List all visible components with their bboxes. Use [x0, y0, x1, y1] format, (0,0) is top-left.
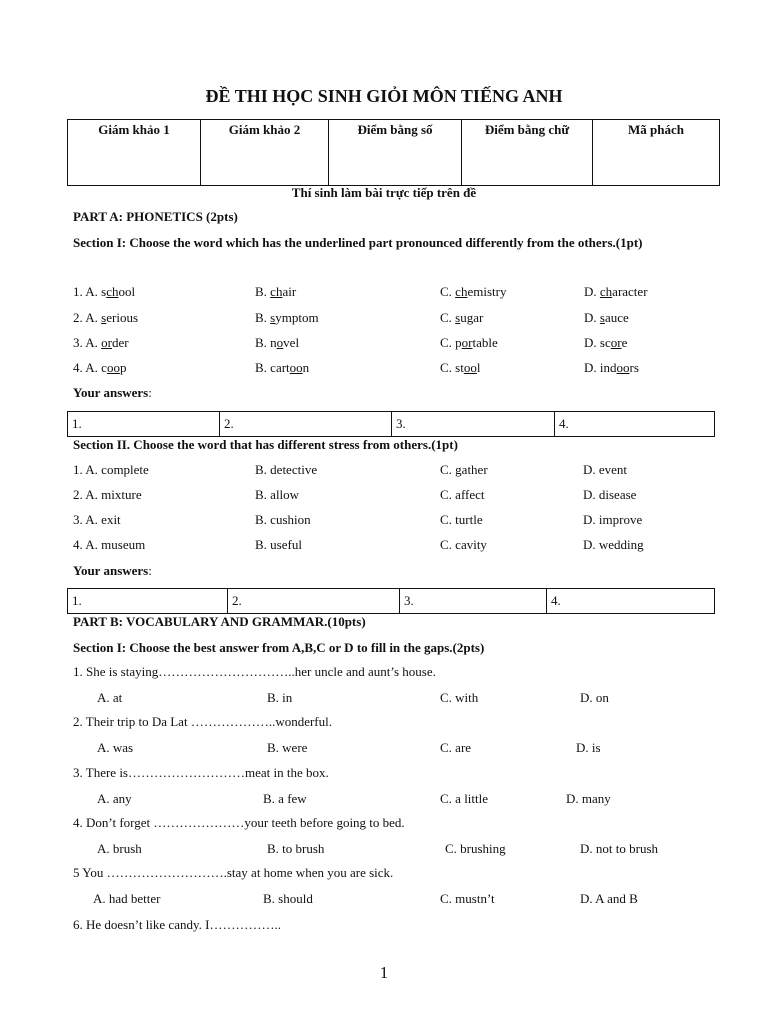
answer-cell[interactable]: 4.: [555, 412, 715, 437]
answer-option[interactable]: A. had better: [93, 891, 161, 906]
answer-option[interactable]: A. brush: [97, 841, 142, 856]
stress-option[interactable]: 4. A. museum: [73, 537, 146, 552]
phonetics-option[interactable]: D. indoors: [584, 360, 639, 375]
grade-cell-examiner-2[interactable]: Giám khảo 2: [201, 120, 329, 186]
stress-option[interactable]: B. useful: [255, 537, 302, 552]
answer-option[interactable]: C. mustn’t: [440, 891, 495, 906]
phonetics-option[interactable]: B. novel: [255, 335, 300, 350]
answer-option[interactable]: D. is: [576, 740, 601, 755]
answer-cell[interactable]: 3.: [400, 589, 547, 614]
stress-option[interactable]: 2. A. mixture: [73, 487, 142, 502]
stress-option[interactable]: 3. A. exit: [73, 512, 121, 527]
answer-cell[interactable]: 2.: [220, 412, 392, 437]
answer-option[interactable]: B. should: [263, 891, 313, 906]
answer-option[interactable]: A. was: [97, 740, 134, 755]
stress-option[interactable]: B. cushion: [255, 512, 311, 527]
phonetics-option[interactable]: C. stool: [440, 360, 481, 375]
instruction-note: Thí sinh làm bài trực tiếp trên đề: [291, 185, 477, 200]
phonetics-option[interactable]: C. chemistry: [440, 284, 507, 299]
phonetics-option[interactable]: 1. A. school: [73, 284, 136, 299]
grading-table: [67, 119, 720, 186]
phonetics-option[interactable]: 3. A. order: [73, 335, 129, 350]
question-stem: 6. He doesn’t like candy. I……………..: [73, 917, 281, 932]
answer-option[interactable]: D. many: [566, 791, 611, 806]
grade-cell-examiner-1[interactable]: Giám khảo 1: [68, 120, 201, 186]
part-b-section-1-heading: Section I: Choose the best answer from A,B,C or D to fill in the gaps.(2pts): [73, 640, 485, 655]
phonetics-option[interactable]: B. symptom: [255, 310, 319, 325]
grade-cell-score-number[interactable]: Điểm bằng số: [329, 120, 462, 186]
stress-option[interactable]: B. allow: [255, 487, 300, 502]
stress-option[interactable]: C. gather: [440, 462, 488, 477]
page-title: ĐỀ THI HỌC SINH GIỎI MÔN TIẾNG ANH: [205, 86, 563, 106]
part-a-s2-answers-label: Your answers:: [73, 563, 152, 578]
page-number: 1: [379, 963, 389, 982]
answer-option[interactable]: A. any: [97, 791, 132, 806]
answer-option[interactable]: C. brushing: [445, 841, 506, 856]
stress-option[interactable]: 1. A. complete: [73, 462, 149, 477]
answer-option[interactable]: A. at: [97, 690, 123, 705]
question-stem: 2. Their trip to Da Lat ………………..wonderful.: [73, 714, 332, 729]
answer-option[interactable]: B. a few: [263, 791, 307, 806]
question-stem: 4. Don’t forget …………………your teeth before going to bed.: [73, 815, 405, 830]
phonetics-option[interactable]: D. character: [584, 284, 648, 299]
answer-option[interactable]: B. were: [267, 740, 308, 755]
answer-cell[interactable]: 3.: [392, 412, 555, 437]
stress-option[interactable]: C. affect: [440, 487, 485, 502]
phonetics-option[interactable]: B. chair: [255, 284, 297, 299]
answer-cell[interactable]: 1.: [68, 412, 220, 437]
part-a-s1-answers-label: Your answers:: [73, 385, 152, 400]
question-stem: 3. There is………………………meat in the box.: [73, 765, 329, 780]
phonetics-option[interactable]: D. score: [584, 335, 628, 350]
phonetics-option[interactable]: C. portable: [440, 335, 498, 350]
answer-cell[interactable]: 2.: [228, 589, 400, 614]
answer-option[interactable]: D. on: [580, 690, 609, 705]
part-a-heading: PART A: PHONETICS (2pts): [73, 209, 238, 224]
phonetics-option[interactable]: B. cartoon: [255, 360, 310, 375]
stress-option[interactable]: D. disease: [583, 487, 637, 502]
phonetics-option[interactable]: 2. A. serious: [73, 310, 139, 325]
grade-cell-code[interactable]: Mã phách: [593, 120, 720, 186]
answer-cell[interactable]: 4.: [547, 589, 715, 614]
answer-option[interactable]: D. A and B: [580, 891, 638, 906]
stress-option[interactable]: B. detective: [255, 462, 318, 477]
answer-option[interactable]: C. a little: [440, 791, 489, 806]
answer-option[interactable]: D. not to brush: [580, 841, 658, 856]
answer-option[interactable]: C. are: [440, 740, 472, 755]
question-stem: 1. She is staying…………………………..her uncle and aunt’s house.: [73, 664, 436, 679]
part-a-s2-answer-table: [67, 588, 715, 614]
answer-option[interactable]: B. to brush: [267, 841, 325, 856]
grade-cell-score-words[interactable]: Điểm bằng chữ: [462, 120, 593, 186]
phonetics-option[interactable]: 4. A. coop: [73, 360, 127, 375]
answer-cell[interactable]: 1.: [68, 589, 228, 614]
part-a-section-2-heading: Section II. Choose the word that has different stress from others.(1pt): [73, 437, 458, 452]
answer-option[interactable]: C. with: [440, 690, 479, 705]
phonetics-option[interactable]: C. sugar: [440, 310, 484, 325]
phonetics-option[interactable]: D. sauce: [584, 310, 629, 325]
part-a-s1-answer-table: [67, 411, 715, 437]
stress-option[interactable]: C. cavity: [440, 537, 487, 552]
question-stem: 5 You ……………………….stay at home when you are sick.: [73, 865, 394, 880]
stress-option[interactable]: D. event: [583, 462, 628, 477]
stress-option[interactable]: D. wedding: [583, 537, 644, 552]
part-a-section-1-heading: Section I: Choose the word which has the underlined part pronounced differently from the others.(1pt): [73, 235, 643, 250]
part-b-heading: PART B: VOCABULARY AND GRAMMAR.(10pts): [73, 614, 366, 629]
stress-option[interactable]: C. turtle: [440, 512, 483, 527]
answer-option[interactable]: B. in: [267, 690, 293, 705]
stress-option[interactable]: D. improve: [583, 512, 643, 527]
